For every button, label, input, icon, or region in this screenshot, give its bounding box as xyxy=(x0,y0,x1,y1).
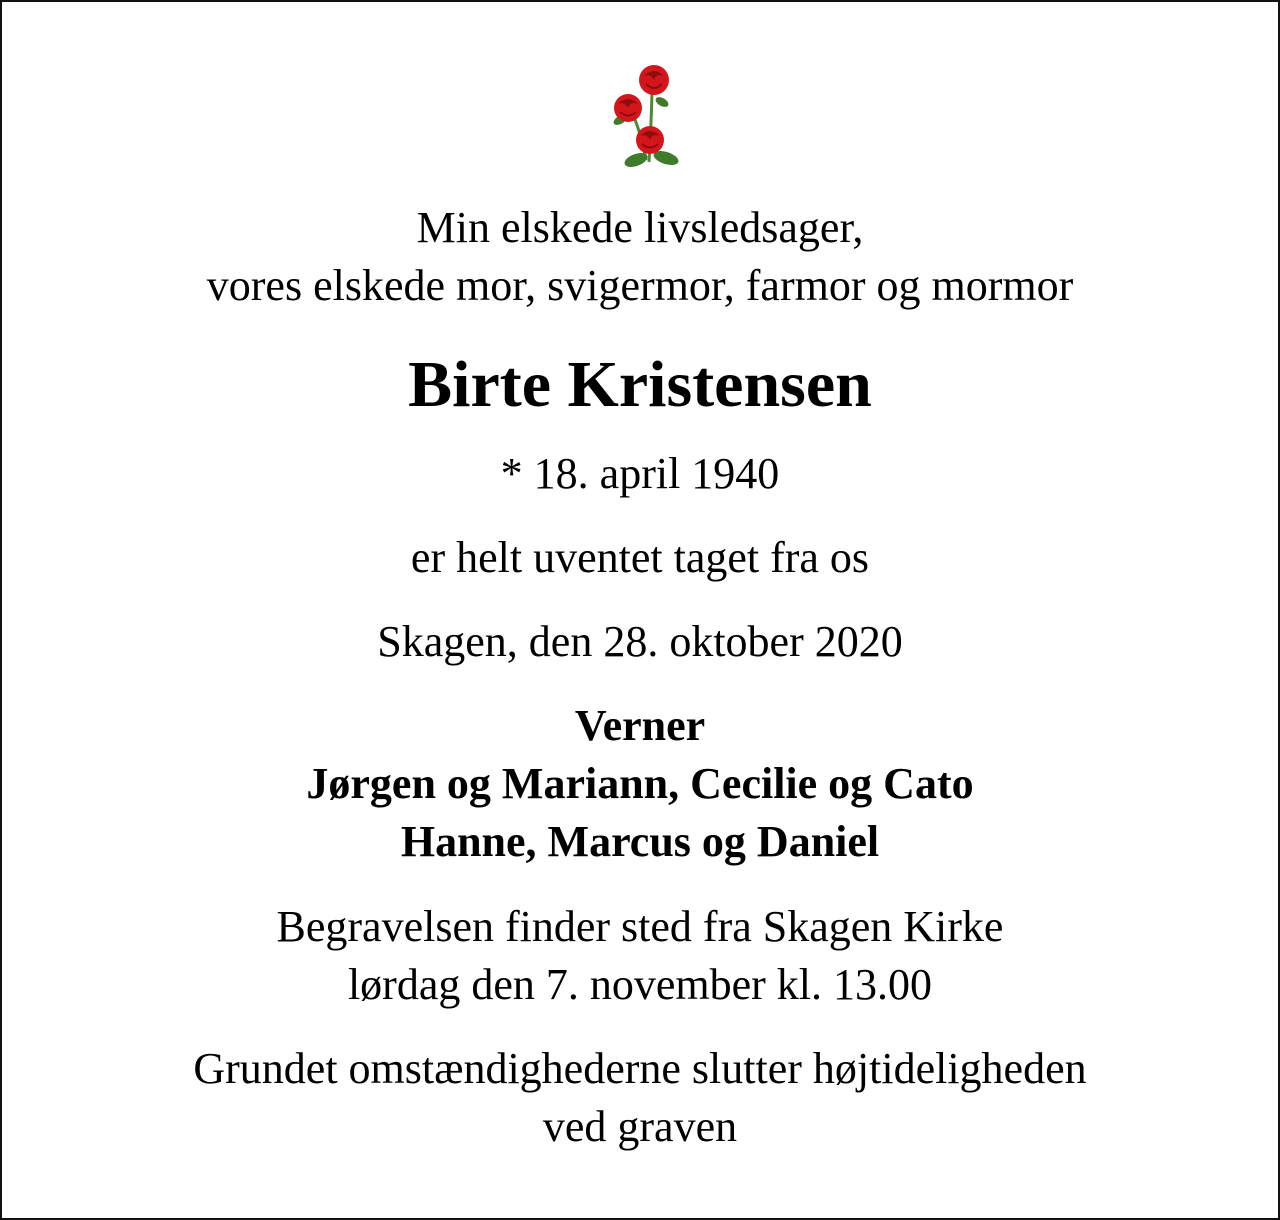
funeral-line-2: lørdag den 7. november kl. 13.00 xyxy=(347,960,933,1009)
place-date: Skagen, den 28. oktober 2020 xyxy=(377,617,903,666)
deceased-name: Birte Kristensen xyxy=(408,348,872,421)
intro-line-1: Min elskede livsledsager, xyxy=(416,203,864,252)
family-line-3: Hanne, Marcus og Daniel xyxy=(400,817,880,866)
birth-date: * 18. april 1940 xyxy=(500,449,780,498)
closing-line-2: ved graven xyxy=(542,1102,738,1151)
funeral-line-1: Begravelsen finder sted fra Skagen Kirke xyxy=(276,902,1004,951)
closing-line-1: Grundet omstændighederne slutter højtideligheden xyxy=(193,1044,1087,1093)
intro-line-2: vores elskede mor, svigermor, farmor og mormor xyxy=(206,261,1074,310)
rose-icon xyxy=(602,62,686,174)
passing-text: er helt uventet taget fra os xyxy=(410,533,870,582)
family-line-1: Verner xyxy=(574,701,706,750)
family-line-2: Jørgen og Mariann, Cecilie og Cato xyxy=(306,759,974,808)
